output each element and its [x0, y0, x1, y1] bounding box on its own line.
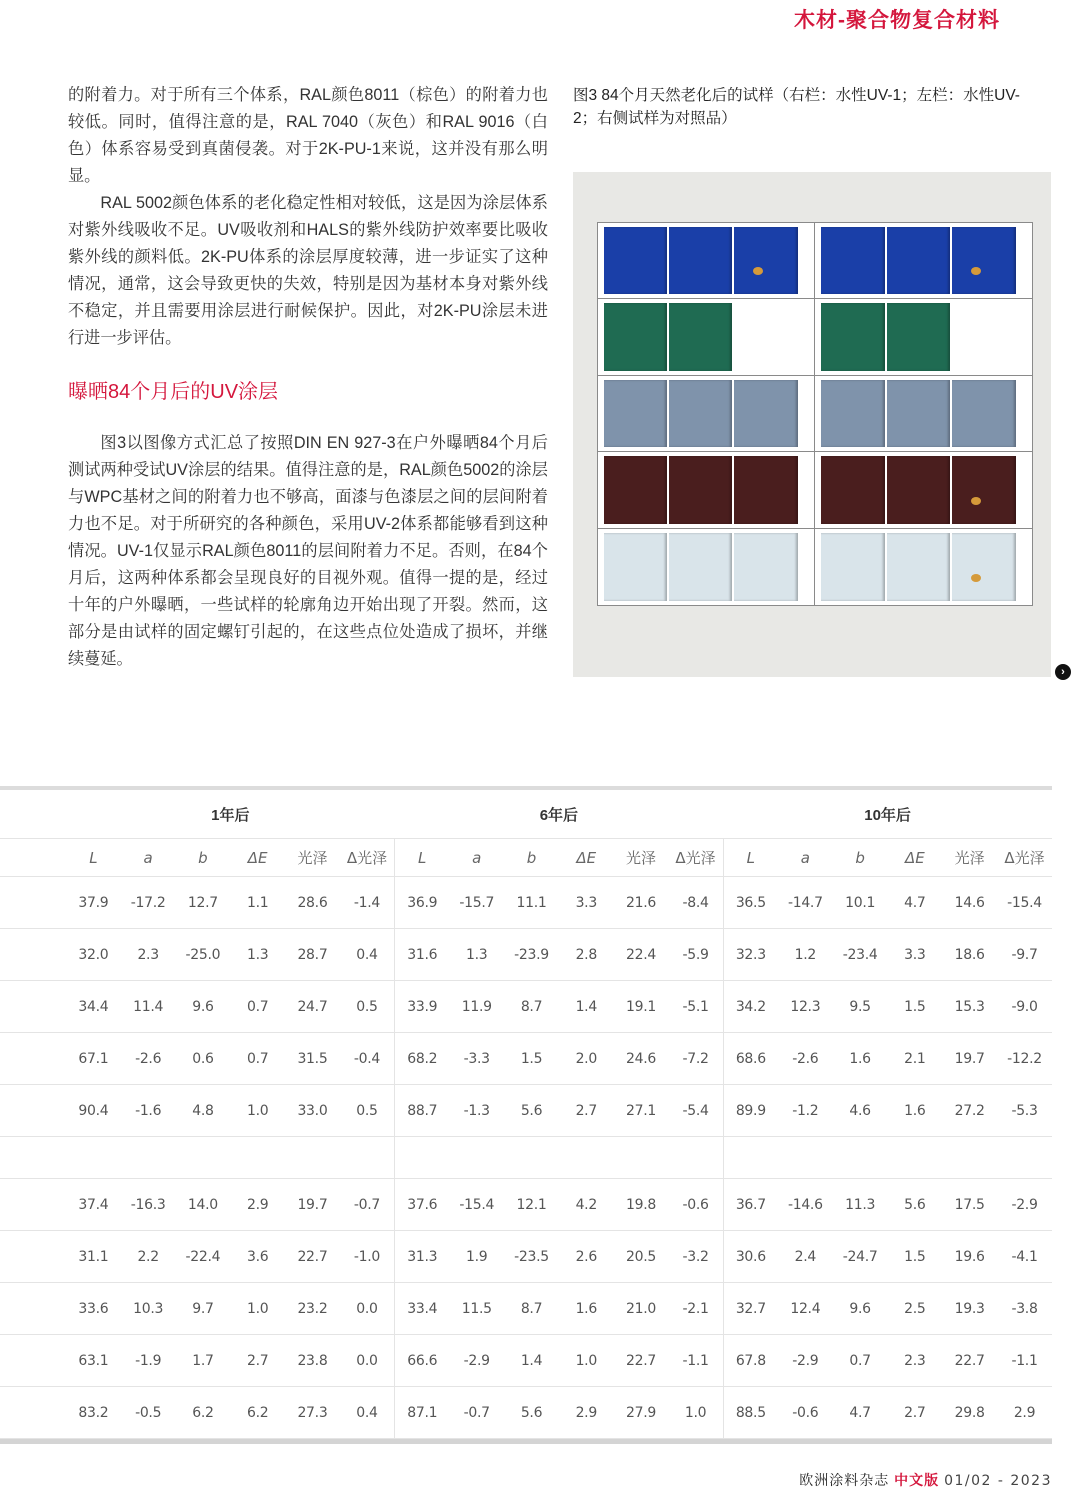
- table-cell: 31.3: [395, 1231, 450, 1283]
- table-cell: -1.3: [449, 1085, 504, 1137]
- table-cell: -22.4: [176, 1231, 231, 1283]
- table-cell: -2.9: [997, 1179, 1052, 1231]
- table-cell: 11.4: [121, 981, 176, 1033]
- table-cell: 1.3: [449, 929, 504, 981]
- table-cell: 37.6: [395, 1179, 450, 1231]
- table-cell: 28.7: [285, 929, 340, 981]
- table-cell: 2.9: [559, 1387, 614, 1439]
- specimen-panel: [821, 456, 885, 523]
- table-cell: 9.6: [176, 981, 231, 1033]
- specimen-panel: [734, 533, 797, 601]
- specimen-cell-grey-left: [598, 376, 815, 452]
- specimen-panel: [604, 533, 667, 601]
- table-cell: 1.6: [887, 1085, 942, 1137]
- table-cell: -15.4: [449, 1179, 504, 1231]
- row-label-cell: [0, 1085, 66, 1137]
- table-cell: 5.6: [887, 1179, 942, 1231]
- specimen-panel: [887, 456, 951, 523]
- row-label-cell: [0, 929, 66, 981]
- table-row: [0, 1231, 1052, 1283]
- table-cell: 22.7: [942, 1335, 997, 1387]
- table-cell: 2.4: [778, 1231, 833, 1283]
- table-cell: 68.2: [395, 1033, 450, 1085]
- table-cell: 4.7: [887, 877, 942, 929]
- column-header: Δ光泽: [997, 839, 1052, 877]
- specimen-panel: [952, 227, 1016, 294]
- table-cell: 1.3: [230, 929, 285, 981]
- table-cell: 2.3: [887, 1335, 942, 1387]
- table-row: [0, 1335, 1052, 1387]
- row-label-cell: [0, 877, 66, 929]
- specimen-cell-white-right: [815, 529, 1032, 605]
- table-cell: -8.4: [668, 877, 723, 929]
- column-header: 光泽: [614, 839, 669, 877]
- table-cell: -9.7: [997, 929, 1052, 981]
- paragraph: 的附着力。对于所有三个体系，RAL颜色8011（棕色）的附着力也较低。同时，值得注意的是，RAL 7040（灰色）和RAL 9016（白色）体系容易受到真菌侵袭。对于2K-PU-1来说，这并没有那么明显。: [68, 86, 548, 185]
- table-cell: -5.4: [668, 1085, 723, 1137]
- table-cell: 2.1: [887, 1033, 942, 1085]
- table-cell: 63.1: [66, 1335, 121, 1387]
- table-cell: 1.2: [778, 929, 833, 981]
- column-header: L: [723, 839, 778, 877]
- column-header: Δ光泽: [340, 839, 395, 877]
- table-cell: 32.7: [723, 1283, 778, 1335]
- table-cell: 33.9: [395, 981, 450, 1033]
- specimen-panel: [952, 533, 1016, 601]
- table-cell: 36.5: [723, 877, 778, 929]
- table-cell: -5.3: [997, 1085, 1052, 1137]
- table-cell: -3.3: [449, 1033, 504, 1085]
- table-row: [0, 1085, 1052, 1137]
- table-cell: 8.7: [504, 981, 559, 1033]
- table-cell: 30.6: [723, 1231, 778, 1283]
- table-cell: -2.1: [668, 1283, 723, 1335]
- table-cell: 1.5: [887, 1231, 942, 1283]
- specimen-panel: [821, 227, 885, 294]
- table-cell: 12.1: [504, 1179, 559, 1231]
- table-cell: 15.3: [942, 981, 997, 1033]
- row-label-cell: [0, 1179, 66, 1231]
- row-label-cell: [0, 1033, 66, 1085]
- table-cell: 21.6: [614, 877, 669, 929]
- table-cell: 28.6: [285, 877, 340, 929]
- specimen-panel: [604, 303, 667, 370]
- article-body: [68, 82, 548, 673]
- specimen-panel: [821, 533, 885, 601]
- table-cell: 34.4: [66, 981, 121, 1033]
- column-header: a: [778, 839, 833, 877]
- table-cell: 24.7: [285, 981, 340, 1033]
- table-cell: 2.3: [121, 929, 176, 981]
- specimen-panel: [604, 456, 667, 523]
- table-cell: 1.4: [559, 981, 614, 1033]
- section-title: 木材-聚合物复合材料: [794, 9, 1000, 32]
- column-header: 光泽: [942, 839, 997, 877]
- table-cell: 9.6: [833, 1283, 888, 1335]
- table-cell: -0.6: [778, 1387, 833, 1439]
- table-cell: -0.7: [340, 1179, 395, 1231]
- table-cell: 0.5: [340, 981, 395, 1033]
- column-header: L: [395, 839, 450, 877]
- table-cell: 32.3: [723, 929, 778, 981]
- table-cell: 0.7: [230, 1033, 285, 1085]
- table-cell: 32.0: [66, 929, 121, 981]
- table-cell: -1.2: [778, 1085, 833, 1137]
- specimen-panel: [669, 303, 732, 370]
- table-cell: -0.7: [449, 1387, 504, 1439]
- table-cell: 23.2: [285, 1283, 340, 1335]
- group-header-10yr: 10年后: [723, 790, 1052, 839]
- column-header: a: [121, 839, 176, 877]
- table-cell: 34.2: [723, 981, 778, 1033]
- table-cell: 89.9: [723, 1085, 778, 1137]
- table-cell: -1.1: [668, 1335, 723, 1387]
- table-cell: -23.5: [504, 1231, 559, 1283]
- specimen-grid: [597, 222, 1033, 606]
- table-cell: 6.2: [176, 1387, 231, 1439]
- table-cell: 36.9: [395, 877, 450, 929]
- table-cell: 0.7: [230, 981, 285, 1033]
- subheading: 曝晒84个月后的UV涂层: [68, 381, 279, 403]
- table-cell: 37.9: [66, 877, 121, 929]
- specimen-panel: [734, 227, 797, 294]
- table-cell: 1.5: [504, 1033, 559, 1085]
- specimen-panel: [952, 456, 1016, 523]
- table-bottom-rule: [0, 1439, 1052, 1444]
- column-header: 光泽: [285, 839, 340, 877]
- specimen-panel: [821, 303, 885, 370]
- table-cell: 11.5: [449, 1283, 504, 1335]
- figure-caption: 图3 84个月天然老化后的试样（右栏：水性UV-1；左栏：水性UV-2；右侧试样为对照品）: [573, 87, 1020, 127]
- table-cell: 1.9: [449, 1231, 504, 1283]
- table-cell: 19.7: [942, 1033, 997, 1085]
- column-header: Δ光泽: [668, 839, 723, 877]
- table-cell: 2.6: [559, 1231, 614, 1283]
- table-cell: 27.9: [614, 1387, 669, 1439]
- table-cell: 1.1: [230, 877, 285, 929]
- row-label-cell: [0, 1335, 66, 1387]
- table-cell: 1.4: [504, 1335, 559, 1387]
- damage-spot: [753, 267, 763, 275]
- specimen-cell-brown-left: [598, 452, 815, 528]
- table-cell: 31.5: [285, 1033, 340, 1085]
- table-cell: 8.7: [504, 1283, 559, 1335]
- table-cell: -1.4: [340, 877, 395, 929]
- table-cell: 67.1: [66, 1033, 121, 1085]
- table-cell: 66.6: [395, 1335, 450, 1387]
- table-cell: 14.6: [942, 877, 997, 929]
- table-cell: 33.4: [395, 1283, 450, 1335]
- table-cell: 9.5: [833, 981, 888, 1033]
- table-cell: -16.3: [121, 1179, 176, 1231]
- table-cell: 2.7: [887, 1387, 942, 1439]
- table-cell: 11.3: [833, 1179, 888, 1231]
- table-cell: -0.5: [121, 1387, 176, 1439]
- table-cell: 19.8: [614, 1179, 669, 1231]
- data-table: [0, 786, 1052, 1444]
- table-cell: 2.7: [230, 1335, 285, 1387]
- table-cell: -1.1: [997, 1335, 1052, 1387]
- table-cell: 6.2: [230, 1387, 285, 1439]
- column-header: ΔE: [559, 839, 614, 877]
- paragraph: 图3以图像方式汇总了按照DIN EN 927-3在户外曝晒84个月后测试两种受试UV涂层的结果。值得注意的是，RAL颜色5002的涂层与WPC基材之间的附着力也不够高，面漆与色漆层之间的层间附着力也不足。对于所研究的各种颜色，采用UV-2体系都能够看到这种情况。UV-1仅显示RAL颜色8011的层间附着力不足。否则，在84个月后，这两种体系都会呈现良好的目视外观。值得一提的是，经过十年的户外曝晒，一些试样的轮廓角边开始出现了开裂。然而，这部分是由试样的固定螺钉引起的，在这些点位处造成了损坏，并继续蔓延。: [68, 434, 548, 668]
- table-cell: -3.8: [997, 1283, 1052, 1335]
- table-cell: 27.1: [614, 1085, 669, 1137]
- table-cell: 88.5: [723, 1387, 778, 1439]
- table-cell: -23.9: [504, 929, 559, 981]
- column-header: L: [66, 839, 121, 877]
- column-header: ΔE: [230, 839, 285, 877]
- specimen-panel: [669, 227, 732, 294]
- row-label-cell: [0, 981, 66, 1033]
- table-cell: -1.9: [121, 1335, 176, 1387]
- next-arrow-icon[interactable]: ›: [1055, 664, 1071, 680]
- table-row: [0, 877, 1052, 929]
- table-cell: 19.7: [285, 1179, 340, 1231]
- damage-spot: [971, 497, 981, 505]
- row-label-cell: [0, 1231, 66, 1283]
- edition-label: 中文版: [894, 1472, 940, 1488]
- specimen-panel: [604, 380, 667, 447]
- figure-image: [573, 172, 1051, 677]
- table-cell: 36.7: [723, 1179, 778, 1231]
- specimen-cell-grey-right: [815, 376, 1032, 452]
- table-cell: -23.4: [833, 929, 888, 981]
- specimen-cell-brown-right: [815, 452, 1032, 528]
- table-cell: 4.7: [833, 1387, 888, 1439]
- issue-number: 01/02 - 2023: [944, 1473, 1052, 1489]
- table-cell: 0.5: [340, 1085, 395, 1137]
- table-cell: 22.4: [614, 929, 669, 981]
- table-cell: -25.0: [176, 929, 231, 981]
- table-cell: 2.7: [559, 1085, 614, 1137]
- table-cell: 31.6: [395, 929, 450, 981]
- table-cell: 22.7: [614, 1335, 669, 1387]
- specimen-cell-green-left: [598, 299, 815, 375]
- table-cell: 10.3: [121, 1283, 176, 1335]
- table-cell: 1.0: [230, 1085, 285, 1137]
- table-cell: 4.8: [176, 1085, 231, 1137]
- group-header-1yr: 1年后: [66, 790, 395, 839]
- column-header: b: [176, 839, 231, 877]
- specimen-cell-white-left: [598, 529, 815, 605]
- table-cell: -17.2: [121, 877, 176, 929]
- journal-name: 欧洲涂料杂志: [799, 1472, 890, 1488]
- table-cell: 1.0: [230, 1283, 285, 1335]
- specimen-panel: [887, 303, 951, 370]
- table-cell: 4.2: [559, 1179, 614, 1231]
- specimen-panel: [669, 456, 732, 523]
- table-cell: 9.7: [176, 1283, 231, 1335]
- table-cell: 11.9: [449, 981, 504, 1033]
- table-cell: 12.3: [778, 981, 833, 1033]
- table-cell: -3.2: [668, 1231, 723, 1283]
- table-cell: 1.0: [668, 1387, 723, 1439]
- table-cell: 33.0: [285, 1085, 340, 1137]
- table-cell: 0.0: [340, 1283, 395, 1335]
- paragraph: RAL 5002颜色体系的老化稳定性相对较低，这是因为涂层体系对紫外线吸收不足。UV吸收剂和HALS的紫外线防护效率要比吸收紫外线的颜料低。2K-PU体系的涂层厚度较薄，进一步证实了这种情况，通常，这会导致更快的失效，特别是因为基材本身对紫外线不稳定，并且需要用涂层进行耐候保护。因此，对2K-PU涂层未进行进一步评估。: [68, 194, 548, 347]
- specimen-panel: [887, 380, 951, 447]
- row-label-cell: [0, 1283, 66, 1335]
- table-cell: 88.7: [395, 1085, 450, 1137]
- column-header: b: [833, 839, 888, 877]
- page-footer: [799, 1470, 1052, 1490]
- table-cell: 12.7: [176, 877, 231, 929]
- table-cell: 18.6: [942, 929, 997, 981]
- specimen-panel: [887, 227, 951, 294]
- specimen-panel: [669, 533, 732, 601]
- table-cell: -2.6: [121, 1033, 176, 1085]
- table-cell: -4.1: [997, 1231, 1052, 1283]
- table-cell: -1.6: [121, 1085, 176, 1137]
- table-cell: 3.3: [559, 877, 614, 929]
- table-row: [0, 1283, 1052, 1335]
- table-cell: 3.3: [887, 929, 942, 981]
- column-header: a: [449, 839, 504, 877]
- specimen-panel: [734, 456, 797, 523]
- table-cell: -14.7: [778, 877, 833, 929]
- table-cell: 0.4: [340, 1387, 395, 1439]
- table-cell: 31.1: [66, 1231, 121, 1283]
- specimen-panel: [952, 380, 1016, 447]
- table-cell: 1.0: [559, 1335, 614, 1387]
- specimen-panel: [821, 380, 885, 447]
- table-cell: 1.7: [176, 1335, 231, 1387]
- table-cell: 27.2: [942, 1085, 997, 1137]
- table-row: [0, 1179, 1052, 1231]
- table-cell: 87.1: [395, 1387, 450, 1439]
- table-row: [0, 1387, 1052, 1439]
- table-cell: 19.6: [942, 1231, 997, 1283]
- table-row: [0, 981, 1052, 1033]
- table-cell: 33.6: [66, 1283, 121, 1335]
- table-cell: 0.4: [340, 929, 395, 981]
- table-row: [0, 1033, 1052, 1085]
- table-cell: 11.1: [504, 877, 559, 929]
- table-cell: -2.6: [778, 1033, 833, 1085]
- table-cell: 5.6: [504, 1387, 559, 1439]
- table-cell: 83.2: [66, 1387, 121, 1439]
- specimen-panel: [734, 380, 797, 447]
- table-cell: 68.6: [723, 1033, 778, 1085]
- table-cell: -0.4: [340, 1033, 395, 1085]
- row-label-cell: [0, 1387, 66, 1439]
- table-cell: 21.0: [614, 1283, 669, 1335]
- table-cell: -2.9: [778, 1335, 833, 1387]
- table-cell: -2.9: [449, 1335, 504, 1387]
- table-cell: 5.6: [504, 1085, 559, 1137]
- table-cell: 19.3: [942, 1283, 997, 1335]
- table-cell: 2.8: [559, 929, 614, 981]
- table-cell: 1.6: [833, 1033, 888, 1085]
- table-cell: -1.0: [340, 1231, 395, 1283]
- damage-spot: [971, 267, 981, 275]
- table-row: [0, 929, 1052, 981]
- specimen-panel: [887, 533, 951, 601]
- table-cell: -15.7: [449, 877, 504, 929]
- table-cell: 2.5: [887, 1283, 942, 1335]
- specimen-cell-blue-right: [815, 223, 1032, 299]
- table-cell: -5.9: [668, 929, 723, 981]
- table-cell: -15.4: [997, 877, 1052, 929]
- damage-spot: [971, 574, 981, 582]
- table-cell: 0.7: [833, 1335, 888, 1387]
- table-cell: 2.2: [121, 1231, 176, 1283]
- table-cell: 2.9: [997, 1387, 1052, 1439]
- column-header: b: [504, 839, 559, 877]
- table-cell: -0.6: [668, 1179, 723, 1231]
- table-cell: 67.8: [723, 1335, 778, 1387]
- table-cell: 1.6: [559, 1283, 614, 1335]
- specimen-cell-blue-left: [598, 223, 815, 299]
- table-cell: 2.0: [559, 1033, 614, 1085]
- table-cell: 37.4: [66, 1179, 121, 1231]
- table-spacer-row: [0, 1137, 1052, 1179]
- table-cell: -7.2: [668, 1033, 723, 1085]
- table-cell: 29.8: [942, 1387, 997, 1439]
- table-cell: -5.1: [668, 981, 723, 1033]
- specimen-cell-green-right: [815, 299, 1032, 375]
- table-cell: 4.6: [833, 1085, 888, 1137]
- table-cell: 14.0: [176, 1179, 231, 1231]
- row-label-cell: [0, 839, 66, 877]
- table-cell: -14.6: [778, 1179, 833, 1231]
- specimen-panel: [604, 227, 667, 294]
- row-label-header: [0, 790, 66, 839]
- table-cell: 2.9: [230, 1179, 285, 1231]
- table-cell: 20.5: [614, 1231, 669, 1283]
- table-cell: 0.6: [176, 1033, 231, 1085]
- table-cell: -12.2: [997, 1033, 1052, 1085]
- table-cell: 90.4: [66, 1085, 121, 1137]
- table-cell: 19.1: [614, 981, 669, 1033]
- table-cell: 12.4: [778, 1283, 833, 1335]
- table-cell: 22.7: [285, 1231, 340, 1283]
- table-cell: -9.0: [997, 981, 1052, 1033]
- table-cell: 17.5: [942, 1179, 997, 1231]
- table-cell: 1.5: [887, 981, 942, 1033]
- group-header-6yr: 6年后: [395, 790, 724, 839]
- table-cell: 27.3: [285, 1387, 340, 1439]
- table-cell: -24.7: [833, 1231, 888, 1283]
- table-cell: 10.1: [833, 877, 888, 929]
- specimen-panel: [669, 380, 732, 447]
- table-cell: 23.8: [285, 1335, 340, 1387]
- table-cell: 3.6: [230, 1231, 285, 1283]
- table-cell: 0.0: [340, 1335, 395, 1387]
- column-header: ΔE: [887, 839, 942, 877]
- table-cell: 24.6: [614, 1033, 669, 1085]
